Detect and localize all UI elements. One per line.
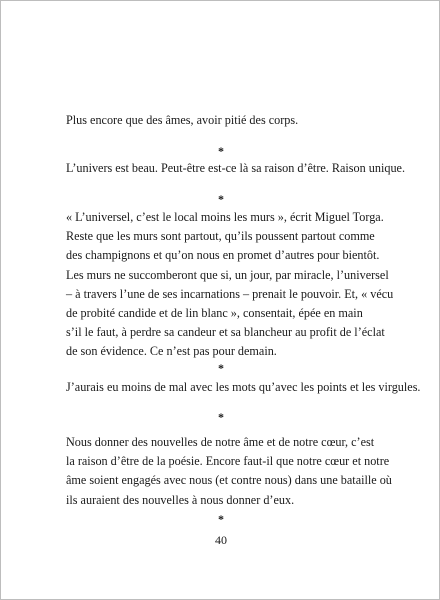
text-line: s’il le faut, à perdre sa candeur et sa blancheur au profit de l’éclat — [66, 325, 385, 340]
text-line: – à travers l’une de ses incarnations – prenait le pouvoir. Et, « vécu — [66, 286, 394, 301]
separator-star: * — [218, 361, 224, 375]
text-line: J’aurais eu moins de mal avec les mots qu’avec les points et les virgules. — [66, 380, 421, 394]
text-line: la raison d’être de la poésie. Encore faut-il que notre cœur et notre — [66, 454, 390, 469]
separator-star: * — [218, 144, 224, 158]
text-line: de probité candide et de lin blanc », consentait, épée en main — [66, 306, 363, 321]
text-line: de son évidence. Ce n’est pas pour demain. — [66, 344, 277, 359]
paragraph-1 — [66, 111, 386, 130]
text-line: Les murs ne succomberont que si, un jour, par miracle, l’universel — [66, 267, 389, 282]
text-line: Reste que les murs sont partout, qu’ils poussent partout comme — [66, 229, 375, 244]
separator-star: * — [218, 512, 224, 526]
text-line: âme soient engagés avec nous (et contre nous) dans une bataille où — [66, 473, 392, 488]
page-number: 40 — [215, 533, 227, 547]
text-line: Plus encore que des âmes, avoir pitié des corps. — [66, 113, 299, 127]
text-line: ils auraient des nouvelles à nous donner d’eux. — [66, 492, 295, 507]
separator-star: * — [218, 192, 224, 206]
paragraph-2 — [66, 159, 405, 178]
paragraph-4 — [66, 378, 421, 397]
paragraph-5 — [66, 433, 392, 510]
separator-star: * — [218, 410, 224, 424]
text-line: Nous donner des nouvelles de notre âme et de notre cœur, c’est — [66, 435, 375, 449]
text-line: « L’universel, c’est le local moins les murs », écrit Miguel Torga. — [66, 210, 384, 224]
text-line: L’univers est beau. Peut-être est-ce là sa raison d’être. Raison unique. — [66, 161, 405, 175]
text-line: des champignons et qu’on nous en promet d’autres pour bientôt. — [66, 248, 380, 263]
paragraph-3 — [66, 208, 394, 362]
